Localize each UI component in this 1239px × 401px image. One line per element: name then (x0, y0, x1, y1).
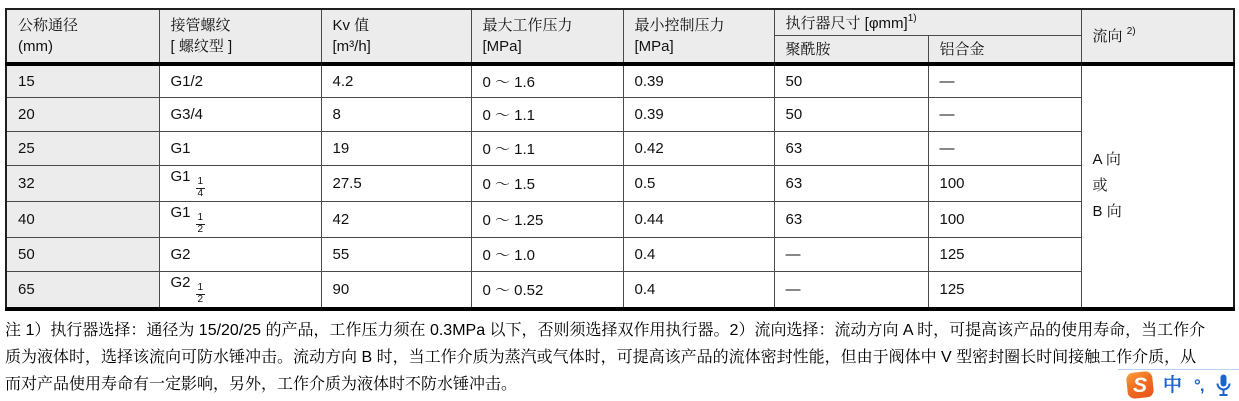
cell-min-pressure: 0.44 (623, 202, 774, 238)
cell-min-pressure: 0.4 (623, 238, 774, 272)
table-row (6, 166, 1234, 202)
cell-polyamide: 63 (774, 202, 928, 238)
table-row (6, 64, 1234, 98)
spec-table (5, 8, 1235, 311)
footnote-ref-1: 1) (907, 13, 917, 24)
cell-aluminum: 125 (928, 238, 1081, 272)
thread-fraction: $\frac{1}{2}$ (197, 282, 204, 305)
cell-aluminum: 125 (928, 272, 1081, 310)
cell-aluminum: — (928, 64, 1081, 98)
col-header-actuator-size: 执行器尺寸 [φmm]$^{1)}$ (774, 9, 1081, 36)
cell-thread: G1 (159, 132, 321, 166)
ime-language-mode-toggle[interactable]: 中 (1163, 374, 1183, 396)
cell-min-pressure: 0.39 (623, 64, 774, 98)
cell-kv: 8 (321, 98, 471, 132)
footnote-line-1: 注 1）执行器选择：通径为 15/20/25 的产品，工作压力须在 0.3MPa 以下，否则须选择双作用执行器。2）流向选择：流动方向 A 时，可提高该产品的使用寿命，当工作介 (5, 322, 1206, 339)
cell-thread: G2 $\frac{1}{2}$ (159, 272, 321, 310)
cell-max-pressure: 0 ～ 1.1 (471, 98, 623, 132)
cell-min-pressure: 0.5 (623, 166, 774, 202)
thread-fraction: $\frac{1}{2}$ (197, 212, 204, 235)
col-header-max-pressure: 最大工作压力 [MPa] (471, 9, 623, 64)
cell-max-pressure: 0 ～ 1.5 (471, 166, 623, 202)
col-header-polyamide: 聚酰胺 (774, 36, 928, 64)
cell-aluminum: 100 (928, 166, 1081, 202)
cell-aluminum: — (928, 98, 1081, 132)
cell-polyamide: 63 (774, 132, 928, 166)
cell-max-pressure: 0 ～ 1.1 (471, 132, 623, 166)
cell-kv: 90 (321, 272, 471, 310)
footnote-line-3: 而对产品使用寿命有一定影响，另外，工作介质为液体时不防水锤冲击。 (5, 376, 518, 393)
col-header-diameter: 公称通径 (mm) (6, 9, 159, 64)
cell-max-pressure: 0 ～ 1.0 (471, 238, 623, 272)
thread-fraction: $\frac{1}{4}$ (197, 176, 204, 199)
ime-punctuation-toggle[interactable]: °, (1194, 375, 1204, 395)
cell-max-pressure: 0 ～ 1.25 (471, 202, 623, 238)
cell-kv: 27.5 (321, 166, 471, 202)
cell-kv: 4.2 (321, 64, 471, 98)
cell-thread: G1/2 (159, 64, 321, 98)
cell-diameter: 40 (6, 202, 159, 238)
ime-toolbar (1118, 369, 1239, 400)
table-row (6, 272, 1234, 310)
footnote-line-2: 质为液体时，选择该流向可防水锤冲击。流动方向 B 时，当工作介质为蒸汽或气体时，可提高该产品的流体密封性能，但由于阀体中 V 型密封圈长时间接触工作介质，从 (5, 349, 1197, 366)
flow-direction-cell: A 向 或 B 向 (1081, 64, 1234, 310)
cell-diameter: 20 (6, 98, 159, 132)
footnote-ref-2: 2) (1126, 26, 1136, 38)
cell-thread: G1 $\frac{1}{4}$ (159, 166, 321, 202)
cell-polyamide: 50 (774, 64, 928, 98)
cell-max-pressure: 0 ～ 0.52 (471, 272, 623, 310)
cell-kv: 19 (321, 132, 471, 166)
table-row (6, 202, 1234, 238)
table-row (6, 98, 1234, 132)
sogou-logo-icon[interactable]: S (1126, 371, 1155, 400)
cell-thread: G1 $\frac{1}{2}$ (159, 202, 321, 238)
col-header-thread: 接管螺纹 [ 螺纹型 ] (159, 9, 321, 64)
cell-kv: 42 (321, 202, 471, 238)
cell-polyamide: 63 (774, 166, 928, 202)
cell-max-pressure: 0 ～ 1.6 (471, 64, 623, 98)
cell-thread: G2 (159, 238, 321, 272)
cell-diameter: 50 (6, 238, 159, 272)
col-header-flow-direction: 流向 $^{2)}$ (1081, 9, 1234, 64)
footnote (5, 317, 1237, 398)
microphone-icon[interactable] (1215, 373, 1232, 397)
cell-min-pressure: 0.39 (623, 98, 774, 132)
cell-diameter: 32 (6, 166, 159, 202)
table-row (6, 238, 1234, 272)
col-header-min-pressure: 最小控制压力 [MPa] (623, 9, 774, 64)
cell-polyamide: — (774, 272, 928, 310)
cell-kv: 55 (321, 238, 471, 272)
cell-min-pressure: 0.42 (623, 132, 774, 166)
cell-aluminum: 100 (928, 202, 1081, 238)
cell-diameter: 15 (6, 64, 159, 98)
cell-min-pressure: 0.4 (623, 272, 774, 310)
cell-diameter: 25 (6, 132, 159, 166)
col-header-aluminum: 铝合金 (928, 36, 1081, 64)
cell-polyamide: — (774, 238, 928, 272)
cell-thread: G3/4 (159, 98, 321, 132)
col-header-kv: Kv 值 [m³/h] (321, 9, 471, 64)
table-row (6, 132, 1234, 166)
cell-diameter: 65 (6, 272, 159, 310)
cell-aluminum: — (928, 132, 1081, 166)
cell-polyamide: 50 (774, 98, 928, 132)
